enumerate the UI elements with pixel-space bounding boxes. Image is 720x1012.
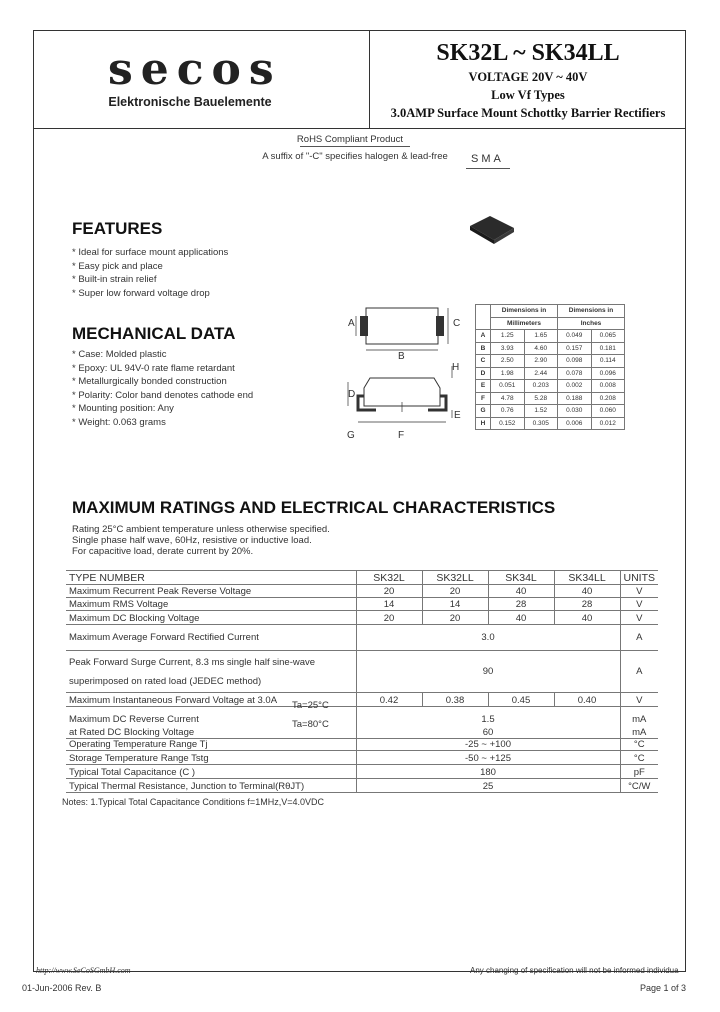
dimensions-header-row-2 bbox=[476, 317, 625, 330]
dim-in-max: 0.208 bbox=[591, 392, 625, 405]
param-label: Typical Total Capacitance (C ) bbox=[66, 765, 356, 779]
value-cell: 0.38 bbox=[422, 693, 488, 707]
param-label: Maximum DC Blocking Voltage bbox=[66, 611, 356, 625]
table-row bbox=[66, 725, 658, 739]
unit-cell: V bbox=[620, 585, 658, 598]
mechanical-item: * Mounting position: Any bbox=[72, 403, 174, 414]
dim-in-min: 0.188 bbox=[558, 392, 592, 405]
dim-label-b: B bbox=[398, 351, 405, 362]
dimension-row bbox=[476, 417, 625, 430]
value-cell: 28 bbox=[554, 598, 620, 611]
dim-in-max: 0.065 bbox=[591, 330, 625, 343]
feature-item: * Built-in strain relief bbox=[72, 274, 157, 285]
value-cell: 90 bbox=[356, 651, 620, 693]
dim-in-max: 0.096 bbox=[591, 367, 625, 380]
voltage-range: VOLTAGE 20V ~ 40V bbox=[468, 70, 588, 84]
value-cell: 3.0 bbox=[356, 625, 620, 651]
param-label: Storage Temperature Range Tstg bbox=[66, 751, 356, 765]
unit-cell: mA bbox=[620, 725, 658, 739]
dim-in-min: 0.098 bbox=[558, 355, 592, 368]
rohs-note: A suffix of "-C" specifies halogen & lead-free bbox=[262, 151, 448, 162]
dimension-row bbox=[476, 367, 625, 380]
value-cell: 0.40 bbox=[554, 693, 620, 707]
table-row bbox=[66, 625, 658, 651]
value-cell: -25 ~ +100 bbox=[356, 739, 620, 751]
mechanical-item: * Case: Molded plastic bbox=[72, 349, 167, 360]
dimension-row bbox=[476, 380, 625, 393]
mechanical-item: * Weight: 0.063 grams bbox=[72, 416, 166, 428]
unit-cell: °C/W bbox=[620, 779, 658, 793]
unit-cell: V bbox=[620, 598, 658, 611]
param-label-line2: superimposed on rated load (JEDEC method) bbox=[69, 675, 262, 687]
dim-mm-max: 0.203 bbox=[524, 380, 558, 393]
table-row bbox=[66, 598, 658, 611]
dim-header-blank bbox=[476, 305, 491, 330]
value-cell: 40 bbox=[488, 611, 554, 625]
value-cell: 40 bbox=[488, 585, 554, 598]
value-cell: 0.45 bbox=[488, 693, 554, 707]
dim-label-a: A bbox=[348, 318, 355, 329]
param-label: Maximum Recurrent Peak Reverse Voltage bbox=[66, 585, 356, 598]
sma-package-image bbox=[466, 212, 518, 246]
mechanical-item: * Metallurgically bonded construction bbox=[72, 376, 227, 387]
dim-mm-min: 4.78 bbox=[491, 392, 525, 405]
part-header-sk34l: SK34L bbox=[488, 571, 554, 585]
dim-in-min: 0.030 bbox=[558, 405, 592, 418]
dim-mm-max: 5.28 bbox=[524, 392, 558, 405]
part-header-sk32l: SK32L bbox=[356, 571, 422, 585]
part-header-sk34ll: SK34LL bbox=[554, 571, 620, 585]
rohs-title: RoHS Compliant Product bbox=[296, 134, 404, 145]
table-row bbox=[66, 651, 658, 693]
feature-item: * Easy pick and place bbox=[72, 260, 163, 272]
dim-in-max: 0.012 bbox=[591, 417, 625, 430]
dim-mm-max: 2.44 bbox=[524, 367, 558, 380]
dim-label-f: F bbox=[398, 430, 405, 441]
dim-mm-min: 1.98 bbox=[491, 367, 525, 380]
dim-header-mm bbox=[491, 305, 558, 318]
part-range-title: SK32L ~ SK34LL bbox=[436, 40, 620, 66]
dim-in-min: 0.002 bbox=[558, 380, 592, 393]
unit-cell: A bbox=[620, 625, 658, 651]
dimension-row bbox=[476, 342, 625, 355]
dim-mm-min: 0.051 bbox=[491, 380, 525, 393]
mechanical-item: * Epoxy: UL 94V-0 rate flame retardant bbox=[72, 362, 235, 374]
condition-line: For capacitive load, derate current by 20%. bbox=[72, 546, 254, 557]
rohs-underline bbox=[300, 146, 410, 147]
value-cell: 0.42 bbox=[356, 693, 422, 707]
param-label-line1: Peak Forward Surge Current, 8.3 ms single half sine-wave bbox=[69, 656, 316, 668]
dim-letter: F bbox=[476, 392, 491, 405]
type-number-header: TYPE NUMBER bbox=[66, 571, 356, 585]
param-label bbox=[66, 651, 356, 693]
dim-in-min: 0.006 bbox=[558, 417, 592, 430]
dim-letter: D bbox=[476, 367, 491, 380]
dim-in-max: 0.008 bbox=[591, 380, 625, 393]
dimension-row bbox=[476, 330, 625, 343]
footer-url[interactable]: http://www.SeCoSGmbH.com bbox=[36, 966, 131, 975]
value-cell: 20 bbox=[356, 611, 422, 625]
dim-mm-min: 2.50 bbox=[491, 355, 525, 368]
vf-type: Low Vf Types bbox=[491, 88, 565, 102]
unit-cell: pF bbox=[620, 765, 658, 779]
notes: Notes: 1.Typical Total Capacitance Conditions f=1MHz,V=4.0VDC bbox=[62, 797, 324, 807]
table-header-row bbox=[66, 571, 658, 585]
dim-letter: E bbox=[476, 380, 491, 393]
value-cell: 1.5 bbox=[356, 707, 620, 725]
dim-mm-max: 1.65 bbox=[524, 330, 558, 343]
dimensions-header-row bbox=[476, 305, 625, 318]
param-label-text: at Rated DC Blocking Voltage bbox=[69, 727, 195, 738]
table-row bbox=[66, 707, 658, 725]
package-outline-drawing bbox=[340, 298, 470, 448]
table-row bbox=[66, 779, 658, 793]
dim-mm-min: 0.76 bbox=[491, 405, 525, 418]
dim-letter: G bbox=[476, 405, 491, 418]
dim-header-in-2: Inches bbox=[558, 317, 625, 330]
value-cell: 28 bbox=[488, 598, 554, 611]
table-row bbox=[66, 611, 658, 625]
units-header: UNITS bbox=[620, 571, 658, 585]
dim-in-max: 0.060 bbox=[591, 405, 625, 418]
dim-header-mm-2: Millimeters bbox=[491, 317, 558, 330]
mechanical-item: * Polarity: Color band denotes cathode end bbox=[72, 389, 254, 401]
dimension-row bbox=[476, 355, 625, 368]
param-label: Maximum RMS Voltage bbox=[66, 598, 356, 611]
value-cell: 40 bbox=[554, 585, 620, 598]
unit-cell: A bbox=[620, 651, 658, 693]
value-cell: 60 bbox=[356, 725, 620, 739]
unit-cell: mA bbox=[620, 707, 658, 725]
feature-item: * Super low forward voltage drop bbox=[72, 287, 210, 299]
package-name: SMA bbox=[471, 153, 504, 165]
dim-in-min: 0.157 bbox=[558, 342, 592, 355]
ir-condition-25: Ta=25°C bbox=[292, 700, 329, 711]
dim-header-mm-line1: Dimensions in bbox=[501, 307, 547, 315]
dim-mm-min: 0.152 bbox=[491, 417, 525, 430]
dim-mm-min: 1.25 bbox=[491, 330, 525, 343]
dim-in-min: 0.078 bbox=[558, 367, 592, 380]
dim-label-h: H bbox=[452, 362, 460, 373]
package-underline bbox=[466, 168, 510, 169]
param-label: Typical Thermal Resistance, Junction to Terminal(RθJT) bbox=[66, 779, 356, 793]
dimensions-table bbox=[475, 304, 625, 430]
dim-letter: A bbox=[476, 330, 491, 343]
electrical-characteristics-table bbox=[66, 570, 658, 793]
unit-cell: °C bbox=[620, 739, 658, 751]
dim-mm-max: 4.60 bbox=[524, 342, 558, 355]
feature-item: * Ideal for surface mount applications bbox=[72, 247, 229, 258]
dim-letter: H bbox=[476, 417, 491, 430]
features-heading: FEATURES bbox=[72, 219, 163, 238]
ir-condition-80: Ta=80°C bbox=[292, 719, 329, 730]
value-cell: 20 bbox=[422, 611, 488, 625]
table-row bbox=[66, 751, 658, 765]
param-label: Maximum Instantaneous Forward Voltage at 3.0A bbox=[66, 693, 356, 707]
dim-mm-min: 3.93 bbox=[491, 342, 525, 355]
value-cell: 40 bbox=[554, 611, 620, 625]
dim-letter: B bbox=[476, 342, 491, 355]
dim-letter: C bbox=[476, 355, 491, 368]
condition-line: Single phase half wave, 60Hz, resistive or inductive load. bbox=[72, 535, 312, 546]
dim-in-max: 0.181 bbox=[591, 342, 625, 355]
value-cell: -50 ~ +125 bbox=[356, 751, 620, 765]
table-row bbox=[66, 693, 658, 707]
value-cell: 25 bbox=[356, 779, 620, 793]
param-label-text: Maximum DC Reverse Current bbox=[69, 713, 199, 725]
dim-mm-max: 0.305 bbox=[524, 417, 558, 430]
ratings-heading: MAXIMUM RATINGS AND ELECTRICAL CHARACTERISTICS bbox=[72, 498, 556, 517]
param-label: Operating Temperature Range Tj bbox=[66, 739, 356, 751]
mechanical-heading: MECHANICAL DATA bbox=[72, 324, 236, 343]
value-cell: 20 bbox=[356, 585, 422, 598]
product-description: 3.0AMP Surface Mount Schottky Barrier Rectifiers bbox=[390, 106, 666, 120]
mechanical-list bbox=[72, 348, 253, 429]
value-cell: 14 bbox=[422, 598, 488, 611]
dim-mm-max: 2.90 bbox=[524, 355, 558, 368]
dim-in-min: 0.049 bbox=[558, 330, 592, 343]
unit-cell: V bbox=[620, 693, 658, 707]
dim-header-in bbox=[558, 305, 625, 318]
company-name: Elektronische Bauelemente bbox=[108, 95, 272, 109]
company-logo: secos bbox=[108, 44, 282, 95]
footer-date: 01-Jun-2006 Rev. B bbox=[22, 983, 102, 993]
dim-in-max: 0.114 bbox=[591, 355, 625, 368]
dim-label-g: G bbox=[347, 430, 355, 441]
part-header-sk32ll: SK32LL bbox=[422, 571, 488, 585]
dimension-row bbox=[476, 405, 625, 418]
value-cell: 14 bbox=[356, 598, 422, 611]
condition-line: Rating 25°C ambient temperature unless otherwise specified. bbox=[72, 524, 330, 535]
value-cell: 180 bbox=[356, 765, 620, 779]
table-row bbox=[66, 765, 658, 779]
table-row bbox=[66, 739, 658, 751]
dim-mm-max: 1.52 bbox=[524, 405, 558, 418]
footer-page-number: Page 1 of 3 bbox=[640, 983, 687, 993]
dim-header-in-line1: Dimensions in bbox=[568, 307, 614, 315]
table-row bbox=[66, 585, 658, 598]
unit-cell: °C bbox=[620, 751, 658, 765]
dim-label-d: D bbox=[348, 389, 356, 400]
param-label: Maximum Average Forward Rectified Current bbox=[66, 625, 356, 651]
dim-label-e: E bbox=[454, 410, 461, 421]
header-divider bbox=[33, 128, 686, 129]
features-list bbox=[72, 246, 228, 300]
dimension-row bbox=[476, 392, 625, 405]
footer-disclaimer: Any changing of specification will not be informed individua bbox=[470, 966, 679, 975]
rating-conditions bbox=[72, 524, 330, 557]
dim-label-c: C bbox=[453, 318, 461, 329]
value-cell: 20 bbox=[422, 585, 488, 598]
unit-cell: V bbox=[620, 611, 658, 625]
